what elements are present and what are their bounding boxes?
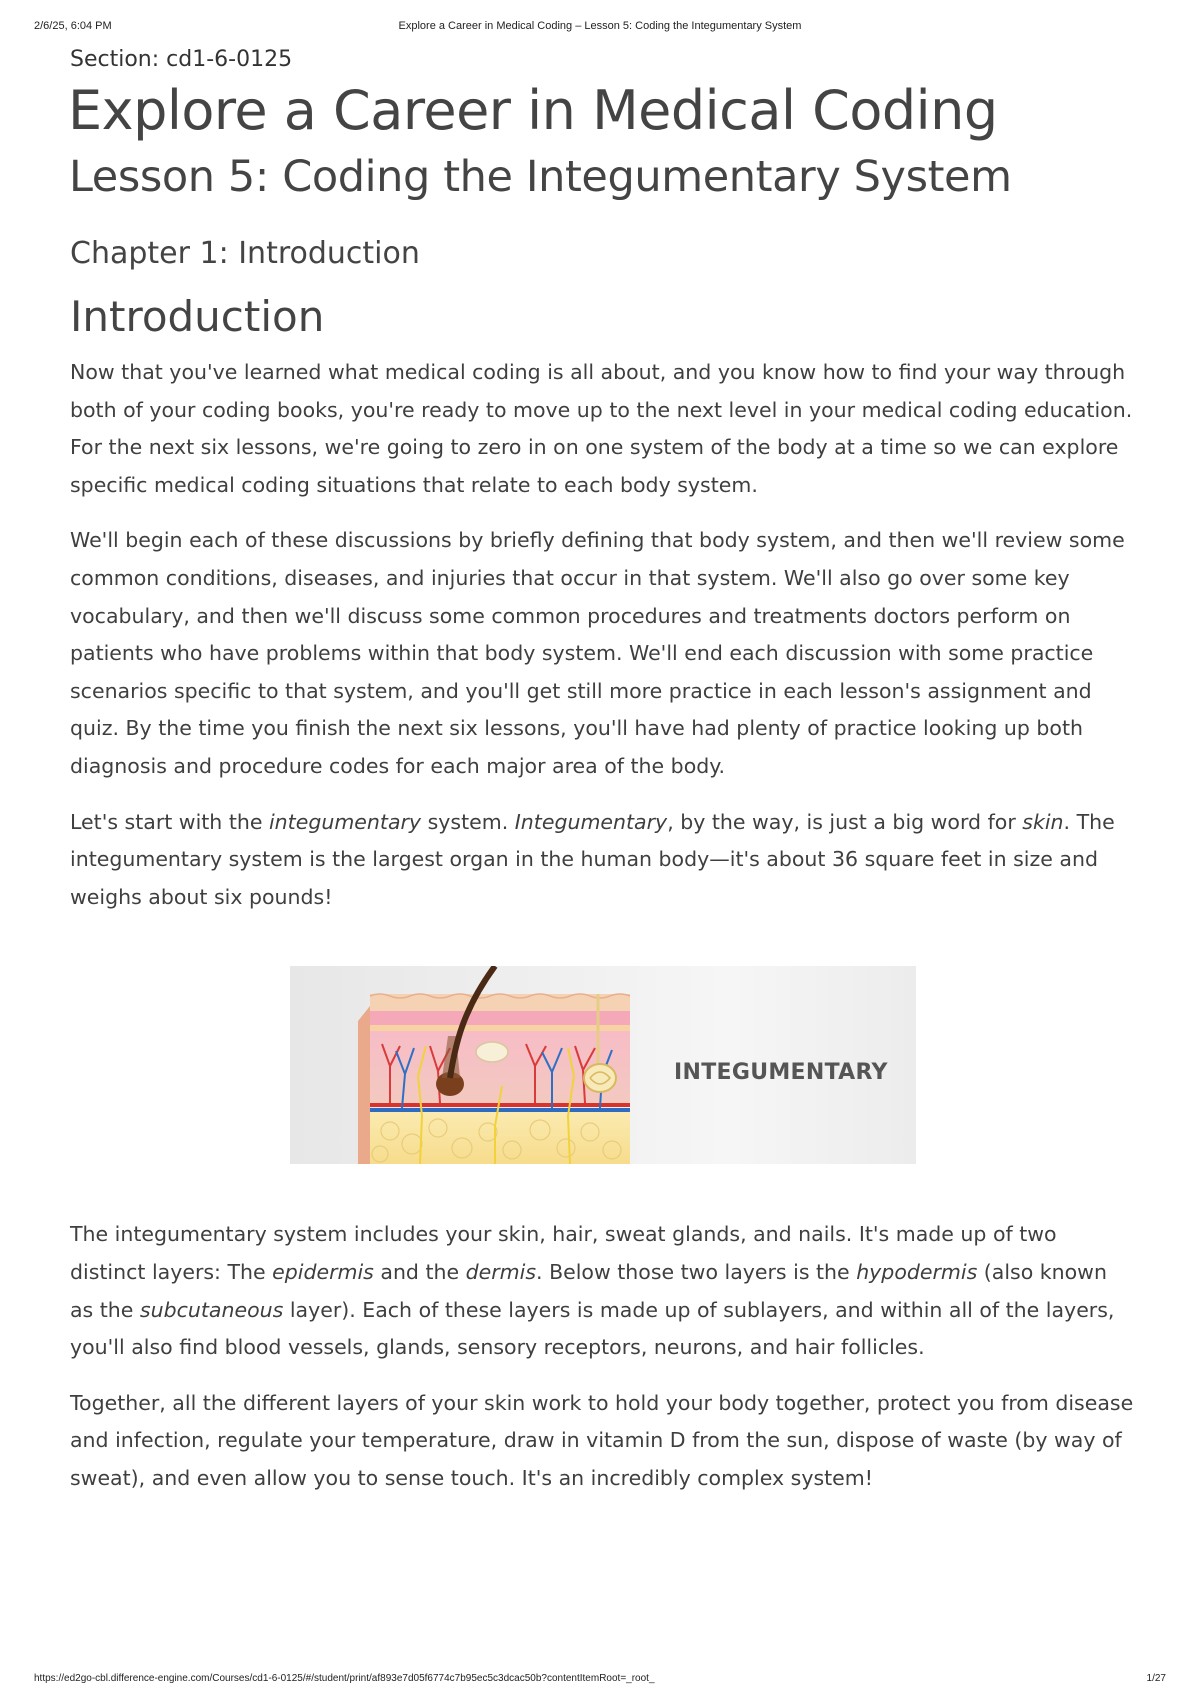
figure-label: INTEGUMENTARY — [674, 1060, 888, 1086]
italic-term: dermis — [465, 1259, 537, 1284]
integumentary-illustration — [290, 966, 916, 1164]
paragraph-3 — [70, 804, 1136, 917]
print-page-title: Explore a Career in Medical Coding – Lesson 5: Coding the Integumentary System — [398, 20, 802, 32]
text-run: The integumentary system includes your skin, hair, sweat glands, and nails. It's made up of two distinct layers: The — [70, 1222, 1057, 1284]
print-url: https://ed2go-cbl.difference-engine.com/Courses/cd1-6-0125/#/student/print/af893e7d05f6774c7b95ec5c3dcac50b?contentItemRoot=_root_ — [34, 1673, 655, 1684]
italic-term: integumentary — [268, 809, 422, 834]
chapter-title: Chapter 1: Introduction — [70, 236, 420, 271]
paragraph-1: Now that you've learned what medical coding is all about, and you know how to find your way through both of your coding books, you're ready to move up to the next level in your medical coding education. For the next six lessons, we're going to zero in on one system of the body at a time so we can explore specific medical coding situations that relate to each body system. — [70, 360, 1133, 497]
text-run: layer). Each of these layers is made up of sublayers, and within all of the layers, you'll also find blood vessels, glands, sensory receptors, neurons, and hair follicles. — [70, 1297, 1115, 1360]
text-run: Let's start with the — [70, 809, 269, 834]
section-heading: Introduction — [70, 292, 325, 341]
print-footer — [34, 1673, 1166, 1689]
italic-term: skin — [1022, 809, 1064, 834]
paragraph-5: Together, all the different layers of your skin work to hold your body together, protect you from disease and infection, regulate your temperature, draw in vitamin D from the sun, dispose of waste (by way of sweat), and even allow you to sense touch. It's an incredibly complex system! — [70, 1390, 1134, 1490]
italic-term: hypodermis — [856, 1259, 978, 1284]
text-run: , by the way, is just a big word for — [667, 809, 1023, 834]
print-header — [34, 20, 1166, 36]
text-run: . The integumentary system is the largest organ in the human body—it's about 36 square feet in size and weighs about six pounds! — [70, 809, 1115, 909]
paragraph-4 — [70, 1216, 1136, 1366]
print-datetime: 2/6/25, 6:04 PM — [34, 20, 112, 32]
italic-term: epidermis — [272, 1259, 374, 1284]
text-run: system. — [421, 809, 515, 834]
course-title: Explore a Career in Medical Coding — [68, 79, 998, 142]
lesson-title: Lesson 5: Coding the Integumentary System — [69, 152, 1012, 202]
page-number: 1/27 — [1146, 1673, 1166, 1684]
lesson-content — [70, 44, 1136, 1497]
italic-term: Integumentary — [514, 809, 668, 834]
text-run: (also known as the — [70, 1259, 1107, 1322]
text-run: . Below those two layers is the — [536, 1259, 857, 1284]
section-label: Section: cd1-6-0125 — [70, 47, 293, 72]
text-run: and the — [373, 1259, 466, 1284]
paragraph-2: We'll begin each of these discussions by briefly defining that body system, and then we'll review some common conditions, diseases, and injuries that occur in that system. We'll also go over some key vocabulary, and then we'll discuss some common procedures and treatments doctors perform on patients who have problems within that body system. We'll end each discussion with some practice scenarios specific to that system, and you'll get still more practice in each lesson's assignment and quiz. By the time you finish the next six lessons, you'll have had plenty of practice looking up both diagnosis and procedure codes for each major area of the body. — [70, 528, 1125, 778]
italic-term: subcutaneous — [139, 1297, 284, 1322]
